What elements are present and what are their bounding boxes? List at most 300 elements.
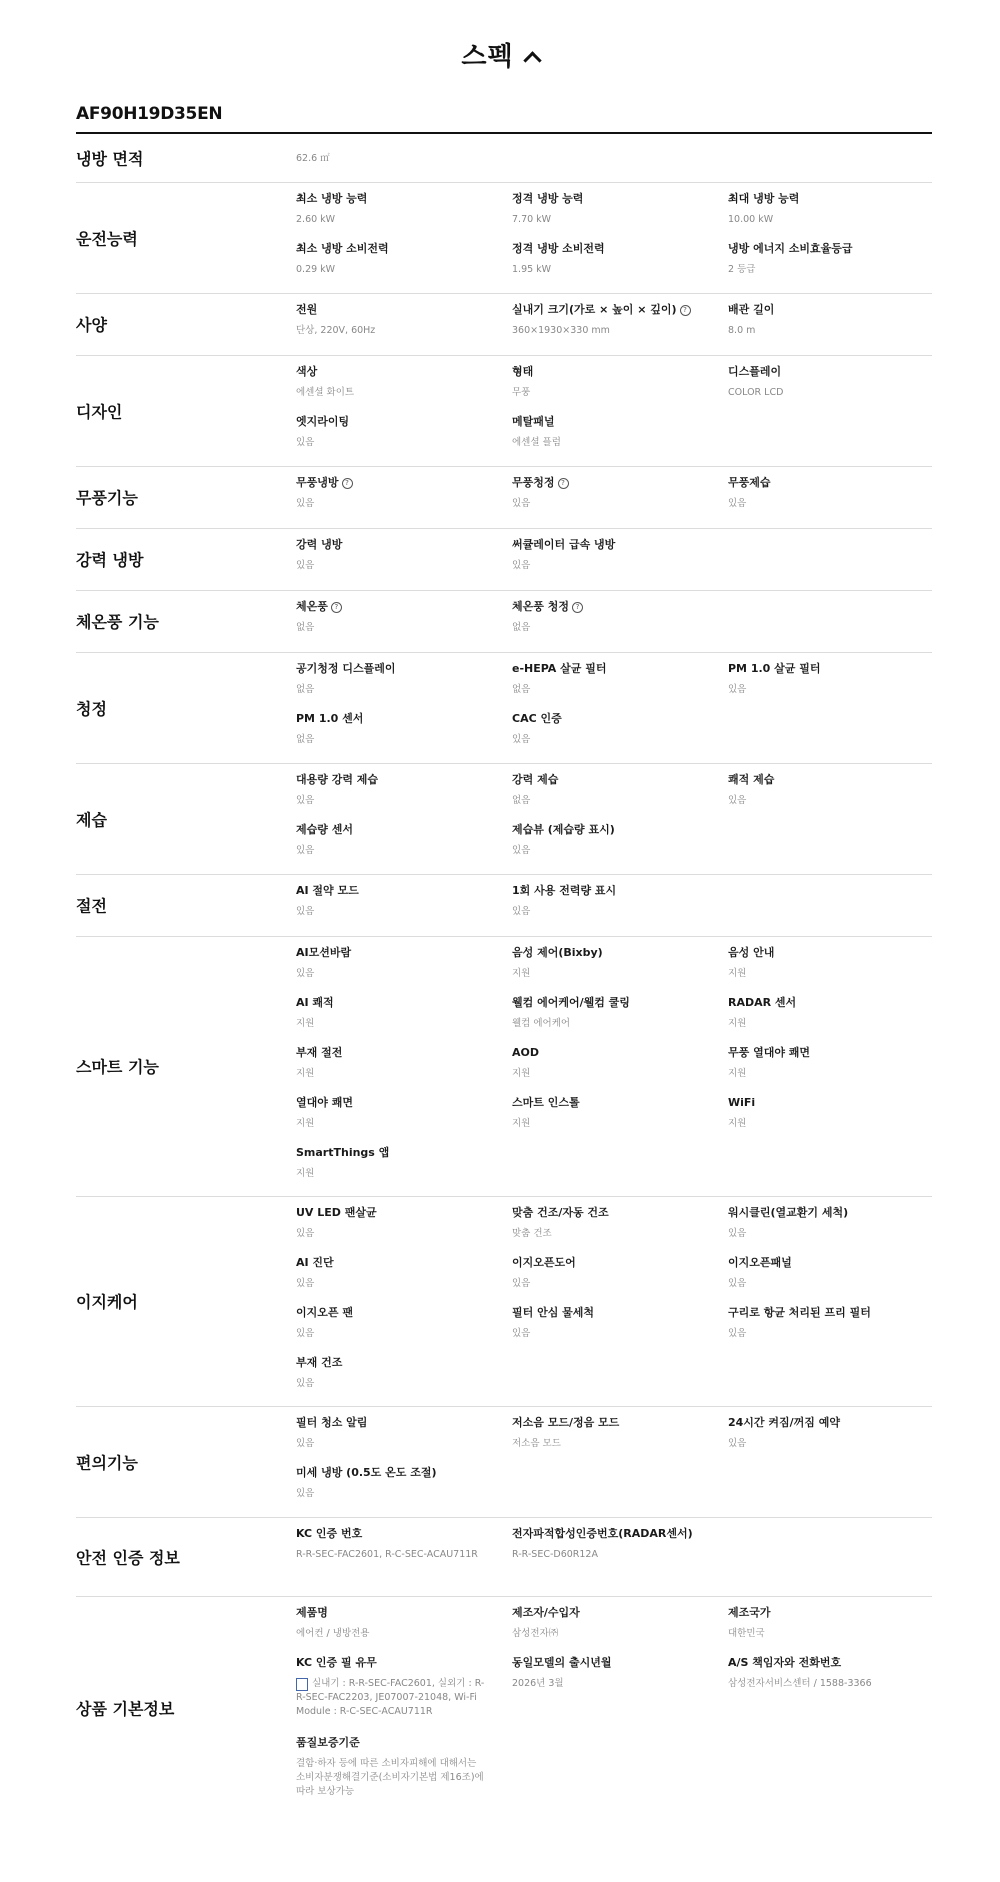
spec-value-text: 대한민국	[728, 1628, 765, 1639]
spec-header[interactable]	[0, 36, 1000, 73]
spec-label	[728, 1306, 918, 1320]
spec-value	[296, 386, 486, 400]
spec-category: 절전	[76, 896, 107, 916]
spec-label	[512, 303, 702, 317]
spec-label-text: 필터 안심 물세척	[512, 1306, 595, 1319]
spec-label-text: 메탈패널	[512, 415, 555, 428]
help-icon[interactable]: ?	[558, 478, 569, 489]
spec-item	[296, 1416, 486, 1451]
spec-label	[728, 365, 918, 379]
spec-value-text: 있음	[728, 1278, 747, 1289]
spec-label	[296, 1736, 486, 1750]
spec-label	[296, 1256, 486, 1270]
spec-value	[512, 1067, 702, 1081]
spec-value	[728, 967, 918, 981]
spec-item	[728, 303, 918, 338]
spec-item	[728, 1046, 918, 1081]
spec-value-text: 있음	[512, 1328, 531, 1339]
spec-value-text: 지원	[728, 1068, 747, 1079]
spec-item	[512, 662, 702, 697]
spec-section	[76, 652, 932, 764]
spec-section	[76, 293, 932, 356]
spec-section	[76, 1596, 932, 1820]
spec-value-text: 지원	[296, 1068, 315, 1079]
spec-item	[296, 1606, 486, 1641]
spec-label	[728, 773, 918, 787]
spec-label	[296, 996, 486, 1010]
spec-value-text: 2026년 3월	[512, 1678, 564, 1689]
spec-value	[296, 152, 486, 166]
spec-value	[512, 497, 702, 511]
spec-item	[512, 1096, 702, 1131]
spec-label	[512, 996, 702, 1010]
spec-value-text: 무풍	[512, 387, 531, 398]
spec-value	[296, 1227, 486, 1241]
spec-value-text: 있음	[728, 795, 747, 806]
spec-item	[728, 1206, 918, 1241]
spec-section	[76, 134, 932, 183]
spec-item	[728, 662, 918, 697]
spec-value	[728, 386, 918, 400]
spec-item	[296, 996, 486, 1031]
spec-item	[296, 303, 486, 338]
spec-value-text: 있음	[296, 437, 315, 448]
spec-label	[296, 303, 486, 317]
spec-label	[728, 1046, 918, 1060]
spec-value	[512, 1117, 702, 1131]
spec-label-text: SmartThings 앱	[296, 1146, 390, 1159]
spec-label	[512, 1206, 702, 1220]
spec-section	[76, 182, 932, 294]
spec-section	[76, 1196, 932, 1407]
spec-value-text: 저소음 모드	[512, 1438, 561, 1449]
spec-value-text: 지원	[728, 1118, 747, 1129]
spec-label-text: 전원	[296, 303, 318, 316]
spec-label	[512, 946, 702, 960]
spec-item	[728, 1416, 918, 1451]
spec-value	[296, 559, 486, 573]
spec-item	[512, 1046, 702, 1081]
spec-label	[296, 476, 486, 490]
spec-item	[728, 1656, 918, 1691]
spec-label-text: 정격 냉방 소비전력	[512, 242, 605, 255]
spec-item	[296, 884, 486, 919]
spec-item	[296, 365, 486, 400]
spec-label-text: 품질보증기준	[296, 1736, 360, 1749]
spec-label-text: 디스플레이	[728, 365, 782, 378]
spec-value-text: 지원	[296, 1118, 315, 1129]
spec-label	[728, 303, 918, 317]
spec-label-text: 대용량 강력 제습	[296, 773, 379, 786]
spec-label	[512, 1306, 702, 1320]
spec-value-text: 없음	[512, 795, 531, 806]
spec-label	[728, 1206, 918, 1220]
spec-category: 냉방 면적	[76, 149, 144, 169]
spec-value	[296, 324, 486, 338]
spec-value	[728, 1017, 918, 1031]
help-icon[interactable]: ?	[572, 602, 583, 613]
spec-label	[296, 365, 486, 379]
spec-item	[728, 192, 918, 227]
spec-label	[512, 476, 702, 490]
spec-label	[512, 415, 702, 429]
spec-label	[296, 1206, 486, 1220]
spec-label-text: 전자파적합성인증번호(RADAR센서)	[512, 1527, 693, 1540]
spec-item	[512, 1206, 702, 1241]
spec-label-text: 맞춤 건조/자동 건조	[512, 1206, 609, 1219]
spec-label	[728, 946, 918, 960]
spec-label-text: 이지오픈 팬	[296, 1306, 353, 1319]
spec-label	[296, 1356, 486, 1370]
spec-value	[296, 621, 486, 635]
spec-label	[512, 773, 702, 787]
spec-label	[728, 662, 918, 676]
spec-section	[76, 763, 932, 875]
spec-item	[512, 600, 702, 635]
spec-label	[296, 538, 486, 552]
spec-item	[512, 192, 702, 227]
spec-value-text: 지원	[296, 1018, 315, 1029]
spec-label-text: 무풍냉방	[296, 476, 339, 489]
spec-section	[76, 528, 932, 591]
spec-label	[728, 1656, 918, 1670]
spec-item	[296, 1206, 486, 1241]
spec-label-text: 스마트 인스톨	[512, 1096, 580, 1109]
spec-item	[296, 242, 486, 277]
spec-label-text: 음성 안내	[728, 946, 775, 959]
spec-label	[296, 1656, 486, 1670]
spec-label-text: 워시클린(열교환기 세척)	[728, 1206, 849, 1219]
spec-value	[512, 1627, 702, 1641]
spec-value-text: 2.60 kW	[296, 214, 336, 225]
spec-value-text: 0.29 kW	[296, 264, 336, 275]
spec-label-text: 냉방 에너지 소비효율등급	[728, 242, 853, 255]
spec-value	[296, 213, 486, 227]
spec-value	[296, 1627, 486, 1641]
spec-value-text: 있음	[296, 968, 315, 979]
spec-value	[728, 497, 918, 511]
spec-label	[512, 1527, 702, 1541]
spec-value-text: 있음	[728, 498, 747, 509]
spec-label-text: AOD	[512, 1046, 539, 1059]
spec-value-text: 맞춤 건조	[512, 1228, 552, 1239]
spec-label-text: 이지오픈패널	[728, 1256, 792, 1269]
spec-label	[728, 476, 918, 490]
spec-value	[296, 967, 486, 981]
spec-value	[728, 1227, 918, 1241]
spec-item	[728, 996, 918, 1031]
spec-label	[512, 1656, 702, 1670]
spec-label	[512, 662, 702, 676]
spec-value	[296, 844, 486, 858]
spec-value	[512, 621, 702, 635]
spec-item	[512, 538, 702, 573]
spec-value	[728, 1067, 918, 1081]
spec-value-text: R-R-SEC-D60R12A	[512, 1549, 598, 1560]
spec-value	[512, 1227, 702, 1241]
spec-item	[512, 1416, 702, 1451]
spec-item	[728, 1606, 918, 1641]
spec-item	[728, 476, 918, 511]
spec-label	[296, 1096, 486, 1110]
spec-label-text: e-HEPA 살균 필터	[512, 662, 607, 675]
spec-label	[728, 242, 918, 256]
spec-category: 사양	[76, 315, 107, 335]
spec-value-text: 삼성전자서비스센터 / 1588-3366	[728, 1678, 872, 1689]
spec-label-text: 구리로 항균 처리된 프리 필터	[728, 1306, 871, 1319]
spec-value-text: 있음	[296, 845, 315, 856]
spec-value	[512, 1277, 702, 1291]
spec-item	[296, 1356, 486, 1391]
spec-label-text: 체온풍	[296, 600, 328, 613]
spec-category: 강력 냉방	[76, 550, 144, 570]
spec-value	[728, 263, 918, 277]
spec-label-text: 최대 냉방 능력	[728, 192, 800, 205]
spec-value-text: 있음	[296, 498, 315, 509]
spec-value-text: 2 등급	[728, 264, 756, 275]
spec-item	[512, 1606, 702, 1641]
spec-value-text: 지원	[512, 1118, 531, 1129]
spec-item	[296, 1466, 486, 1501]
spec-label-text: 공기청정 디스플레이	[296, 662, 396, 675]
spec-item	[296, 1256, 486, 1291]
spec-value-text: 있음	[296, 1328, 315, 1339]
spec-item	[296, 538, 486, 573]
spec-item	[296, 1306, 486, 1341]
spec-value	[296, 1277, 486, 1291]
spec-value	[512, 1437, 702, 1451]
spec-value	[512, 324, 702, 338]
spec-label	[296, 823, 486, 837]
spec-value	[512, 683, 702, 697]
spec-section	[76, 590, 932, 653]
spec-label-text: PM 1.0 센서	[296, 712, 364, 725]
spec-label	[296, 884, 486, 898]
spec-label	[512, 712, 702, 726]
spec-value	[296, 1327, 486, 1341]
spec-label-text: 미세 냉방 (0.5도 온도 조절)	[296, 1466, 437, 1479]
spec-label	[512, 1416, 702, 1430]
spec-value	[512, 794, 702, 808]
spec-item	[512, 884, 702, 919]
spec-label-text: 제조자/수입자	[512, 1606, 580, 1619]
spec-value-text: 있음	[296, 560, 315, 571]
spec-label-text: 동일모델의 출시년월	[512, 1656, 612, 1669]
spec-value	[728, 794, 918, 808]
spec-label-text: 제품명	[296, 1606, 328, 1619]
spec-item	[296, 1736, 486, 1799]
spec-label-text: 제습량 센서	[296, 823, 353, 836]
spec-item	[296, 152, 486, 166]
spec-item	[296, 1146, 486, 1181]
spec-value	[512, 844, 702, 858]
spec-category: 체온풍 기능	[76, 612, 159, 632]
spec-item	[512, 996, 702, 1031]
spec-label-text: CAC 인증	[512, 712, 562, 725]
spec-item	[728, 365, 918, 400]
spec-category: 디자인	[76, 402, 123, 421]
spec-value-text: R-R-SEC-FAC2601, R-C-SEC-ACAU711R	[296, 1549, 478, 1560]
spec-value-text: 삼성전자㈜	[512, 1628, 559, 1639]
spec-label-text: AI 쾌적	[296, 996, 334, 1009]
spec-label	[512, 365, 702, 379]
spec-value-text: 있음	[296, 795, 315, 806]
spec-label-text: 형태	[512, 365, 534, 378]
spec-value	[512, 213, 702, 227]
spec-label	[512, 538, 702, 552]
spec-value	[512, 263, 702, 277]
spec-label	[728, 996, 918, 1010]
spec-label-text: AI모션바람	[296, 946, 352, 959]
spec-value-text: 있음	[728, 1328, 747, 1339]
spec-label-text: 정격 냉방 능력	[512, 192, 584, 205]
spec-item	[512, 1656, 702, 1691]
spec-item	[512, 946, 702, 981]
spec-item	[512, 1306, 702, 1341]
spec-value-text: 에어컨 / 냉방전용	[296, 1628, 370, 1639]
spec-item	[512, 712, 702, 747]
spec-value-text: COLOR LCD	[728, 387, 784, 398]
spec-label-text: AI 진단	[296, 1256, 334, 1269]
spec-section	[76, 355, 932, 467]
spec-label	[728, 1606, 918, 1620]
spec-section	[76, 936, 932, 1197]
spec-section	[76, 874, 932, 937]
spec-label-text: 부재 절전	[296, 1046, 343, 1059]
spec-label-text: 무풍 열대야 쾌면	[728, 1046, 811, 1059]
spec-label	[512, 242, 702, 256]
spec-label-text: 실내기 크기(가로 × 높이 × 깊이)	[512, 303, 677, 316]
spec-value-text: 10.00 kW	[728, 214, 774, 225]
spec-label	[512, 1606, 702, 1620]
spec-label-text: KC 인증 필 유무	[296, 1656, 377, 1669]
spec-value	[512, 386, 702, 400]
spec-item	[728, 1256, 918, 1291]
spec-label	[296, 662, 486, 676]
spec-label-text: 무풍청정	[512, 476, 555, 489]
spec-value	[296, 794, 486, 808]
spec-label-text: RADAR 센서	[728, 996, 797, 1009]
spec-value-text: 있음	[296, 1438, 315, 1449]
spec-label	[512, 1046, 702, 1060]
spec-category: 무풍기능	[76, 488, 138, 508]
spec-title: 스펙	[461, 42, 514, 72]
help-icon[interactable]: ?	[680, 305, 691, 316]
spec-label	[296, 1606, 486, 1620]
spec-value-text: 있음	[728, 1228, 747, 1239]
spec-label	[728, 192, 918, 206]
spec-value	[296, 733, 486, 747]
spec-label-text: 1회 사용 전력량 표시	[512, 884, 617, 897]
spec-item	[728, 1306, 918, 1341]
spec-label	[296, 1046, 486, 1060]
spec-item	[728, 1096, 918, 1131]
spec-item	[512, 303, 702, 338]
spec-value	[296, 1677, 486, 1719]
spec-value-text: 지원	[512, 968, 531, 979]
spec-label-text: 열대야 쾌면	[296, 1096, 353, 1109]
spec-item	[512, 823, 702, 858]
spec-item	[296, 600, 486, 635]
spec-value-text: 없음	[296, 622, 315, 633]
spec-label	[296, 1146, 486, 1160]
spec-value	[728, 1117, 918, 1131]
spec-value-text: 웰컴 에어케어	[512, 1018, 571, 1029]
spec-category: 운전능력	[76, 229, 138, 248]
spec-item	[512, 476, 702, 511]
spec-label-text: 음성 제어(Bixby)	[512, 946, 603, 959]
spec-item	[512, 1527, 702, 1562]
help-icon[interactable]: ?	[331, 602, 342, 613]
spec-value-text: 있음	[296, 1488, 315, 1499]
spec-value-text: 있음	[296, 906, 315, 917]
spec-label	[296, 415, 486, 429]
spec-label-text: A/S 책임자와 전화번호	[728, 1656, 842, 1669]
spec-label	[296, 1527, 486, 1541]
spec-label-text: 이지오픈도어	[512, 1256, 576, 1269]
model-number: AF90H19D35EN	[76, 104, 223, 124]
spec-label-text: PM 1.0 살균 필터	[728, 662, 821, 675]
spec-item	[512, 365, 702, 400]
spec-item	[296, 476, 486, 511]
spec-label	[512, 192, 702, 206]
spec-label	[512, 1256, 702, 1270]
spec-item	[512, 242, 702, 277]
chevron-up-icon[interactable]	[523, 51, 541, 69]
spec-value-text: 지원	[728, 968, 747, 979]
spec-label-text: KC 인증 번호	[296, 1527, 363, 1540]
spec-value-text: 8.0 m	[728, 325, 756, 336]
spec-value	[296, 1067, 486, 1081]
spec-value	[296, 1548, 486, 1562]
spec-value	[512, 1327, 702, 1341]
spec-item	[512, 415, 702, 450]
spec-value	[296, 263, 486, 277]
spec-value-text: 있음	[296, 1378, 315, 1389]
spec-value-text: 있음	[296, 1228, 315, 1239]
spec-label	[296, 600, 486, 614]
spec-value-text: 있음	[512, 498, 531, 509]
spec-value-text: 지원	[296, 1168, 315, 1179]
spec-label	[296, 1416, 486, 1430]
spec-label-text: 웰컴 에어케어/웰컴 쿨링	[512, 996, 630, 1009]
spec-value-text: 있음	[512, 1278, 531, 1289]
spec-value	[296, 1017, 486, 1031]
spec-value-text: 7.70 kW	[512, 214, 552, 225]
spec-value	[296, 1487, 486, 1501]
spec-value	[512, 1677, 702, 1691]
help-icon[interactable]: ?	[342, 478, 353, 489]
spec-value	[512, 967, 702, 981]
spec-value	[512, 1017, 702, 1031]
spec-category: 제습	[76, 810, 107, 829]
spec-value	[728, 1277, 918, 1291]
spec-label-text: 저소음 모드/정음 모드	[512, 1416, 620, 1429]
spec-value	[728, 1437, 918, 1451]
spec-item	[296, 662, 486, 697]
spec-value-text: 없음	[296, 684, 315, 695]
spec-value-text: 결함·하자 등에 따른 소비자피해에 대해서는 소비자분쟁해결기준(소비자기본법 제16조)에 따라 보상가능	[296, 1758, 484, 1797]
spec-value	[296, 1757, 486, 1799]
spec-value-text: 없음	[512, 684, 531, 695]
spec-item	[296, 1527, 486, 1562]
spec-label	[296, 712, 486, 726]
spec-value	[512, 1548, 702, 1562]
spec-label-text: 부재 건조	[296, 1356, 343, 1369]
spec-value-text: 지원	[512, 1068, 531, 1079]
spec-label-text: 24시간 켜짐/꺼짐 예약	[728, 1416, 840, 1429]
spec-value	[296, 905, 486, 919]
